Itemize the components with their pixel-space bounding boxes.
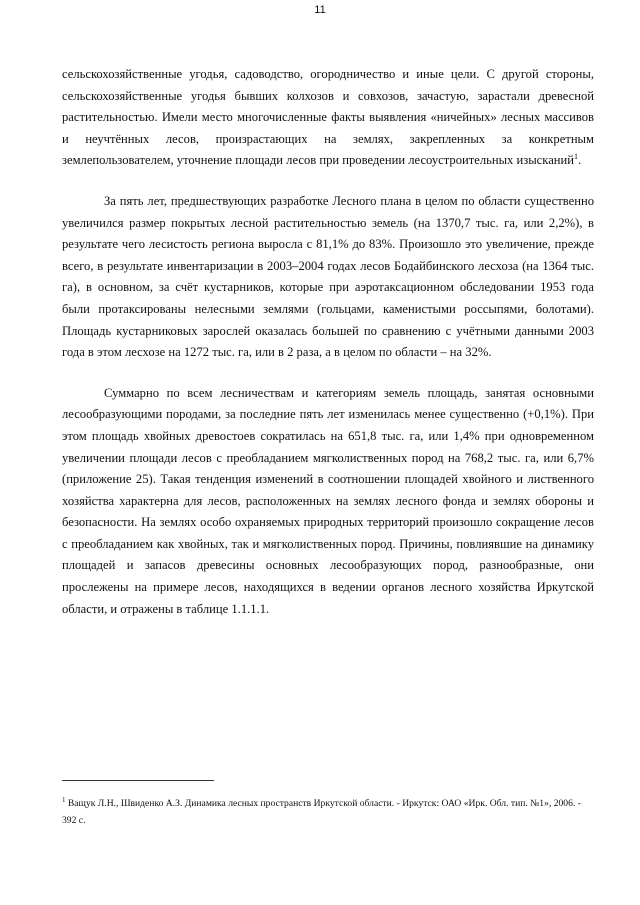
footnote-text: Ващук Л.Н., Швиденко А.З. Динамика лесных пространств Иркутской области. - Иркутск: ОАО «Ирк. Обл. тип. №1», 2006. - 392 с [62, 798, 581, 826]
paragraph-1-text: сельскохозяйственные угодья, садоводство, огородничество и иные цели. С другой стороны, сельскохозяйственные угодья бывших колхозов и совхозов, зачастую, зарастали древесной растительностью. Имели место многочисленные факты выявления «ничейных» лесных массивов и неучтённых лесов, произрастающих на землях, закрепленных за конкретным землепользователем, уточнение площади лесов при проведении лесоустроительных изысканий [62, 67, 594, 168]
paragraph-3: Суммарно по всем лесничествам и категориям земель площадь, занятая основными лесообразующими породами, за последние пять лет изменилась менее существенно (+0,1%). При этом площадь хвойных древостоев сократилась на 651,8 тыс. га, или 1,4% при одновременном увеличении площади лесов с преобладанием мягколиственных пород на 768,2 тыс. га, или 6,7% (приложение 25). Такая тенденция изменений в соотношении площадей хвойного и лиственного хозяйства характерна для лесов, расположенных на землях лесного фонда и землях обороны и безопасности. На землях особо охраняемых природных территорий произошло сокращение лесов с преобладанием как хвойных, так и мягколиственных пород. Причины, повлиявшие на динамику площадей и запасов древесины основных лесообразующих пород, разнообразные, они прослежены на примере лесов, находящихся в ведении органов лесного хозяйства Иркутской области, и отражены в таблице 1.1.1.1. [62, 385, 594, 616]
footnote-number: 1 [62, 795, 66, 804]
page-number: 11 [314, 4, 326, 16]
footnote-reference[interactable]: 1 [574, 152, 579, 162]
paragraph-1 [62, 64, 594, 172]
body-text [62, 64, 594, 620]
footnote-separator [62, 780, 214, 781]
footnote-end: . [83, 815, 86, 826]
paragraph-1-end: . [578, 153, 582, 168]
paragraph-2: За пять лет, предшествующих разработке Лесного плана в целом по области существенно увеличился размер покрытых лесной растительностью земель (на 1370,7 тыс. га, или 2,2%), в результате чего лесистость региона выросла с 81,1% до 83%. Произошло это увеличение, прежде всего, в результате инвентаризации в 2003–2004 годах лесов Бодайбинского лесхоза (на 1364 тыс. га), в основном, за счёт кустарников, которые при аэротаксационном обследовании 1953 года были протаксированы нелесными землями (гольцами, каменистыми россыпями, болотами). Площадь кустарниковых зарослей оказалась большей по сравнению с учётными данными 2003 года в этом лесхозе на 1272 тыс. га, или в 2 раза, а в целом по области – на 32%. [62, 193, 594, 360]
footnote [62, 795, 594, 829]
